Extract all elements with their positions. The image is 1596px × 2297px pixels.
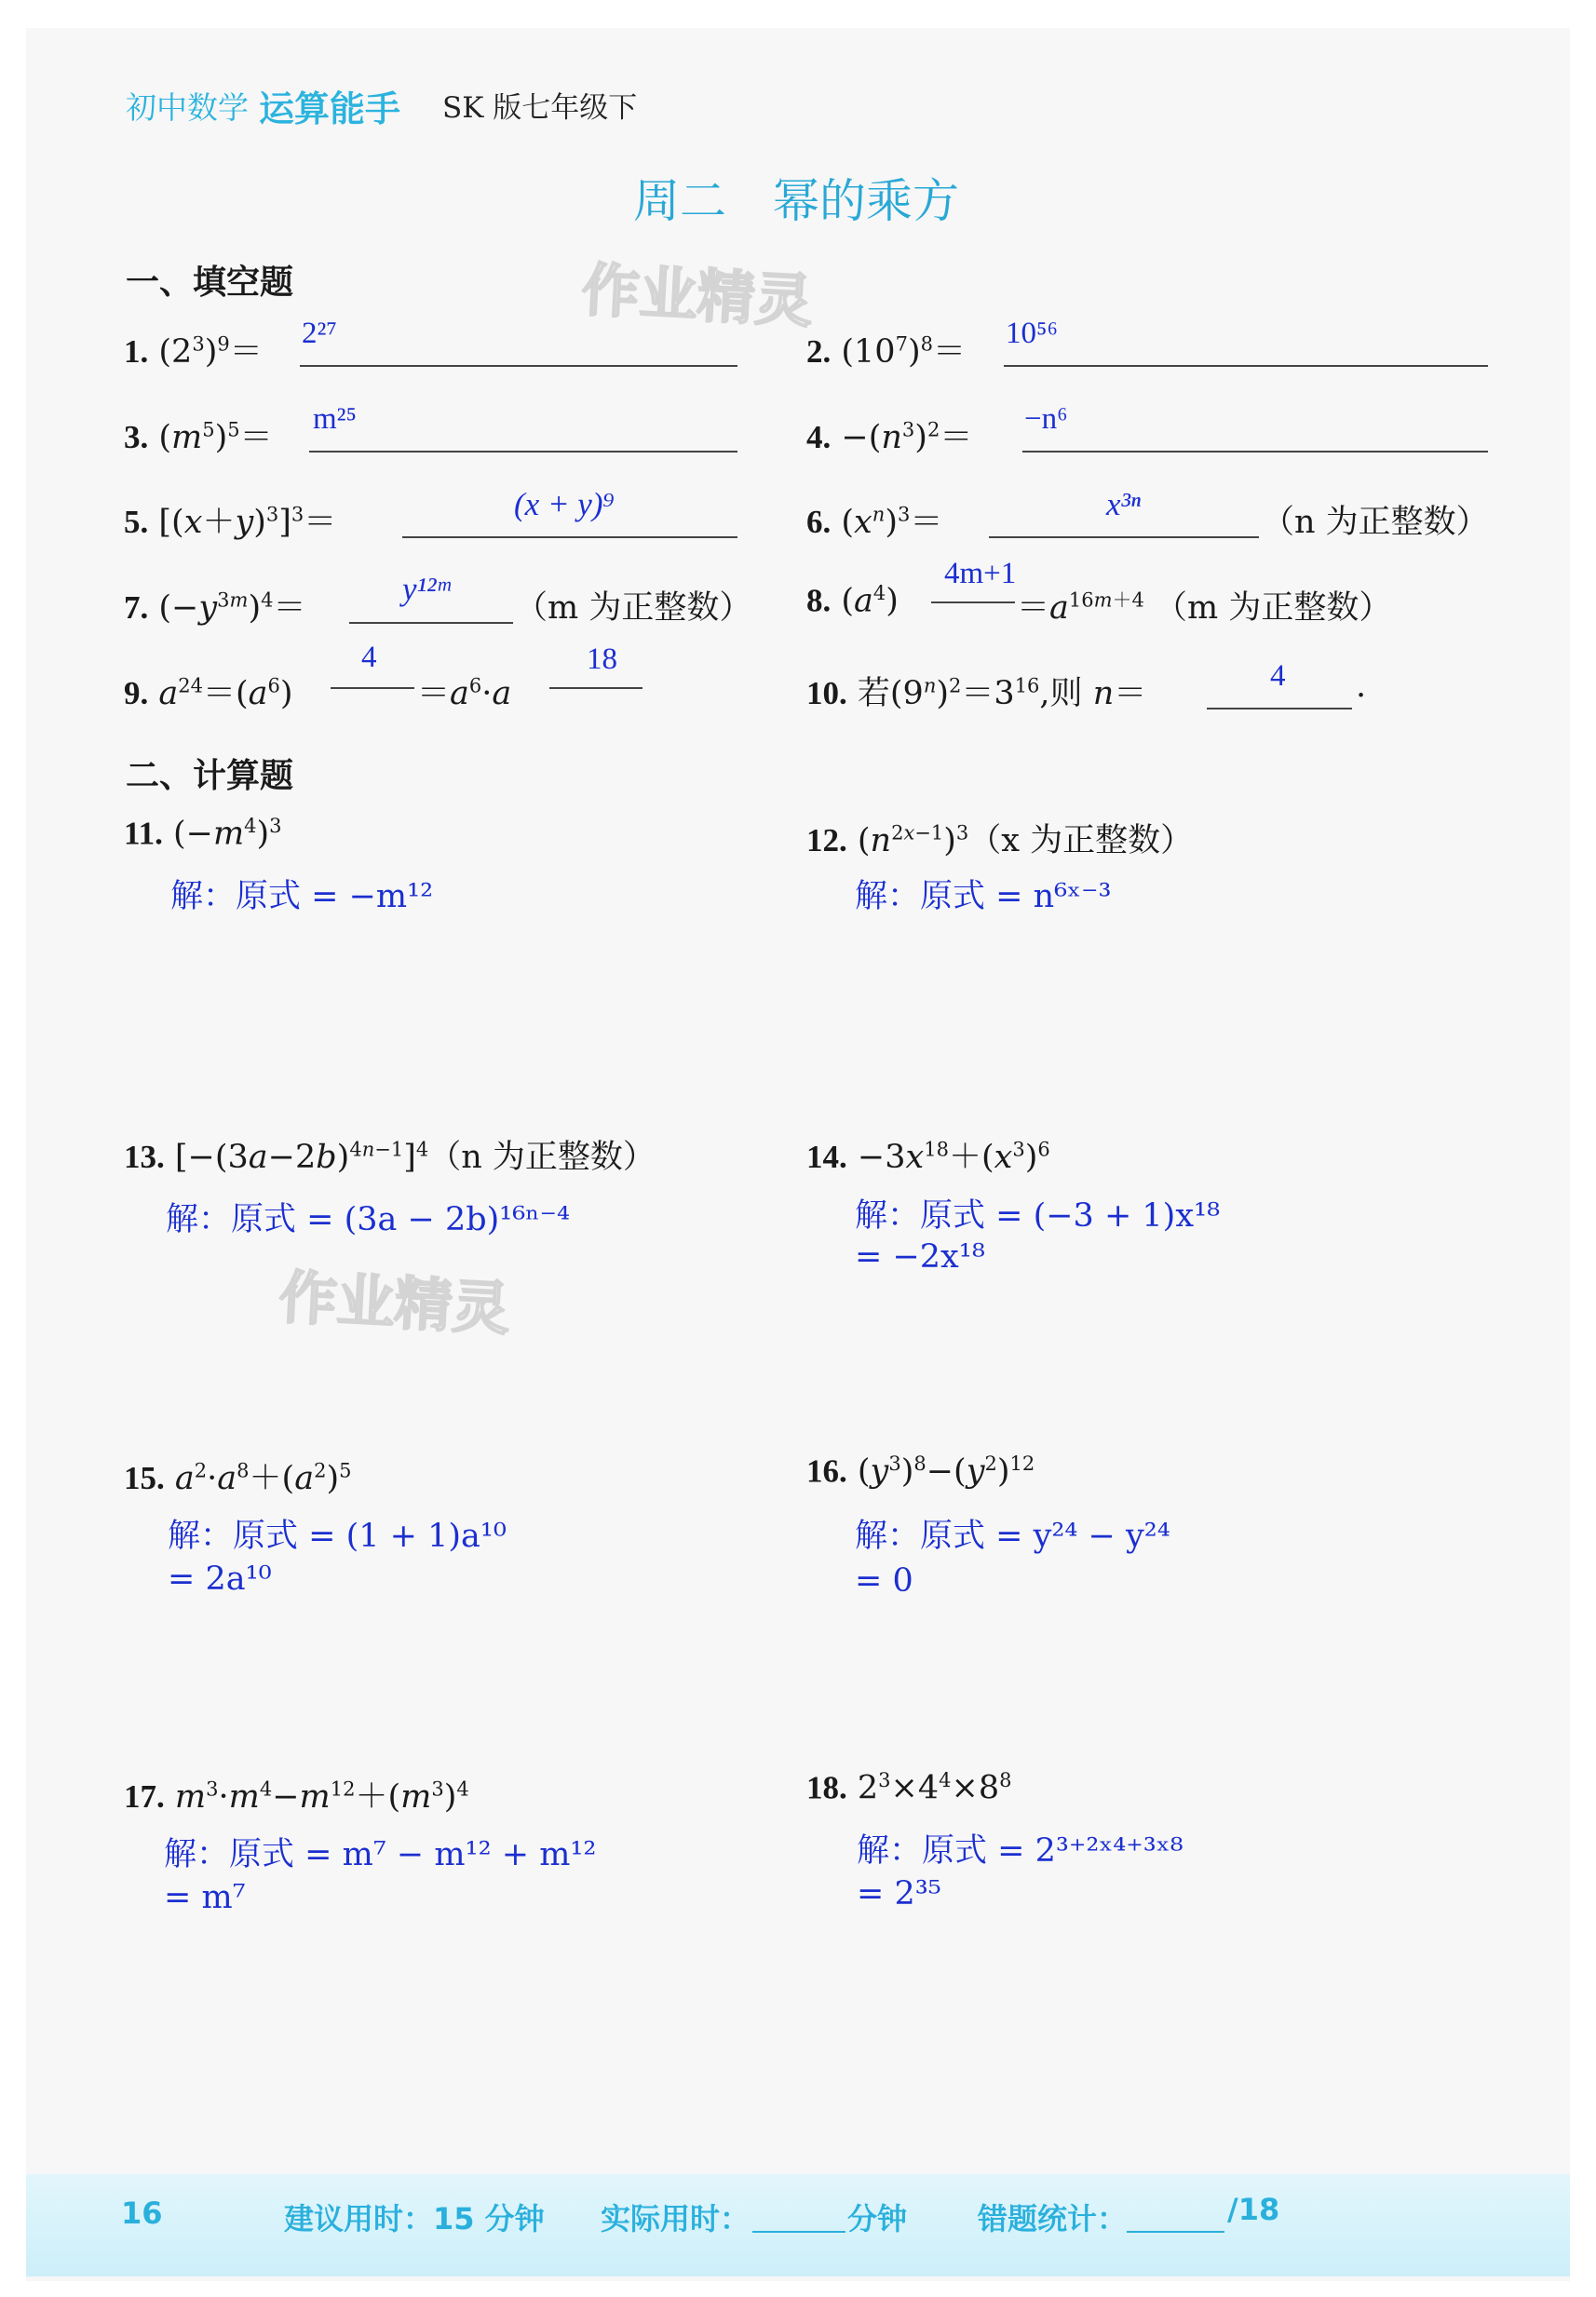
question-12-note: （x 为正整数） (968, 822, 1194, 859)
answer-5: (x + y)⁹ (514, 486, 615, 522)
page-title: 周二 幂的乘方 (633, 174, 959, 228)
question-number: 13. (124, 1139, 165, 1175)
answer-blank[interactable] (1022, 451, 1488, 453)
answer-1: 2²⁷ (302, 317, 337, 350)
answer-blank[interactable] (1004, 365, 1488, 367)
question-number: 7. (124, 589, 149, 626)
solution-11-line-1: 解：原式 = −m¹² (170, 878, 434, 915)
answer-9a: 4 (361, 641, 377, 674)
answer-10: 4 (1270, 659, 1286, 693)
question-8-rhs: $=a^{16m+4}$ (1017, 588, 1144, 627)
answer-7: y¹²ᵐ (402, 571, 451, 607)
question-10-period: . (1356, 668, 1367, 705)
question-2: 2. $(10^7)^8=$ (806, 332, 966, 371)
question-number: 2. (806, 333, 832, 370)
question-8: 8. $(a^4)$ (806, 582, 899, 620)
actual-time-blank[interactable] (752, 2231, 845, 2233)
question-number: 8. (806, 582, 832, 619)
question-number: 15. (124, 1460, 165, 1496)
question-16: 16. $(y^3)^8-(y^2)^{12}$ (806, 1453, 1035, 1491)
answer-6: x³ⁿ (1106, 486, 1142, 522)
suggested-time: 建议用时：15 分钟 (284, 2201, 545, 2236)
solution-18-line-1: 解：原式 = 2³⁺²ˣ⁴⁺³ˣ⁸ (857, 1832, 1183, 1870)
answer-blank[interactable] (402, 536, 737, 538)
solution-13-line-1: 解：原式 = (3a − 2b)¹⁶ⁿ⁻⁴ (166, 1201, 570, 1238)
question-number: 17. (124, 1778, 165, 1815)
answer-blank[interactable] (1207, 708, 1352, 709)
solution-16-line-2: = 0 (855, 1562, 913, 1600)
answer-8: 4m+1 (944, 557, 1017, 590)
question-14: 14. $-3x^{18}+(x^3)^6$ (806, 1138, 1050, 1176)
answer-blank[interactable] (309, 451, 737, 453)
question-13-note: （n 为正整数） (428, 1139, 656, 1176)
question-11: 11. $(-m^4)^3$ (124, 815, 282, 853)
answer-blank[interactable] (300, 365, 737, 367)
section-fill-in-heading: 一、填空题 (126, 263, 294, 302)
solution-14-line-2: = −2x¹⁸ (855, 1238, 985, 1276)
solution-15-line-2: = 2a¹⁰ (168, 1561, 272, 1598)
watermark-logo: 作业精灵 (277, 1263, 512, 1344)
answer-blank[interactable] (931, 601, 1015, 603)
watermark-logo: 作业精灵 (579, 255, 815, 336)
solution-18-line-2: = 2³⁵ (857, 1875, 941, 1912)
question-13: 13. $[-(3a-2b)^{4n-1}]^4(n$ 为正整数） (124, 1138, 656, 1176)
question-17: 17. $m^3\cdot m^4-m^{12}+(m^3)^4$ (124, 1777, 469, 1816)
question-5: 5. $[(x+y)^3]^3=$ (124, 503, 337, 541)
question-number: 18. (806, 1769, 847, 1806)
error-total: /18 (1227, 2192, 1280, 2227)
question-9: 9. $a^{24}=(a^6)$ (124, 674, 293, 712)
question-number: 16. (806, 1453, 847, 1490)
question-10: 10. 若$(9^n)^2=3^{16}$,则 n＝ (806, 674, 1147, 712)
answer-blank[interactable] (549, 687, 642, 689)
answer-blank[interactable] (989, 536, 1259, 538)
question-number: 6. (806, 504, 832, 540)
solution-14-line-1: 解：原式 = (−3 + 1)x¹⁸ (855, 1197, 1221, 1235)
answer-3: m²⁵ (313, 402, 358, 436)
solution-17-line-2: = m⁷ (164, 1879, 246, 1916)
error-count-blank[interactable] (1127, 2231, 1224, 2233)
solution-15-line-1: 解：原式 = (1 + 1)a¹⁰ (168, 1518, 507, 1555)
answer-9b: 18 (587, 642, 617, 676)
solution-17-line-1: 解：原式 = m⁷ − m¹² + m¹² (164, 1836, 597, 1873)
question-number: 10. (806, 675, 847, 711)
question-15: 15. $a^2\cdot a^8+(a^2)^5$ (124, 1459, 352, 1497)
error-count-label: 错题统计： (978, 2201, 1128, 2236)
question-7-note: （m 为正整数） (515, 589, 752, 627)
question-6: 6. $(x^n)^3=$ (806, 503, 943, 541)
actual-time-unit: 分钟 (847, 2201, 908, 2236)
question-12: 12. $(n^{2x-1})^3(x$ 为正整数） (806, 821, 1194, 859)
question-number: 12. (806, 822, 847, 858)
question-3: 3. $(m^5)^5=$ (124, 418, 273, 456)
question-number: 5. (124, 504, 149, 540)
section-calculation-heading: 二、计算题 (126, 757, 294, 795)
question-number: 9. (124, 675, 149, 711)
question-10-prefix: 若 (857, 675, 890, 712)
question-number: 11. (124, 815, 163, 852)
question-6-note: （n 为正整数） (1262, 504, 1489, 541)
question-9-rhs: $=a^6\cdot a$ (417, 674, 512, 712)
solution-16-line-1: 解：原式 = y²⁴ − y²⁴ (855, 1518, 1170, 1555)
brand-name: 运算能手 (259, 88, 401, 129)
solution-12-line-1: 解：原式 = n⁶ˣ⁻³ (855, 878, 1112, 915)
question-8-note: （m 为正整数） (1155, 589, 1392, 627)
question-number: 4. (806, 419, 832, 455)
question-4: 4. $-(n^3)^2=$ (806, 418, 973, 456)
question-7: 7. $(-y^{3m})^4=$ (124, 588, 306, 627)
question-number: 1. (124, 333, 149, 370)
actual-time-label: 实际用时： (601, 2201, 751, 2236)
answer-2: 10⁵⁶ (1006, 317, 1059, 350)
answer-4: −n⁶ (1024, 402, 1068, 436)
answer-blank[interactable] (349, 622, 513, 624)
edition-label: SK 版七年级下 (442, 91, 638, 125)
page-number: 16 (121, 2196, 163, 2231)
question-1: 1. $(2^3)^9=$ (124, 332, 263, 371)
footer-bar (26, 2174, 1570, 2277)
answer-blank[interactable] (331, 687, 414, 689)
series-name: 初中数学 (126, 89, 249, 126)
question-18: 18. $2^3\times 4^4\times 8^8$ (806, 1769, 1012, 1807)
question-number: 14. (806, 1139, 847, 1175)
question-number: 3. (124, 419, 149, 455)
